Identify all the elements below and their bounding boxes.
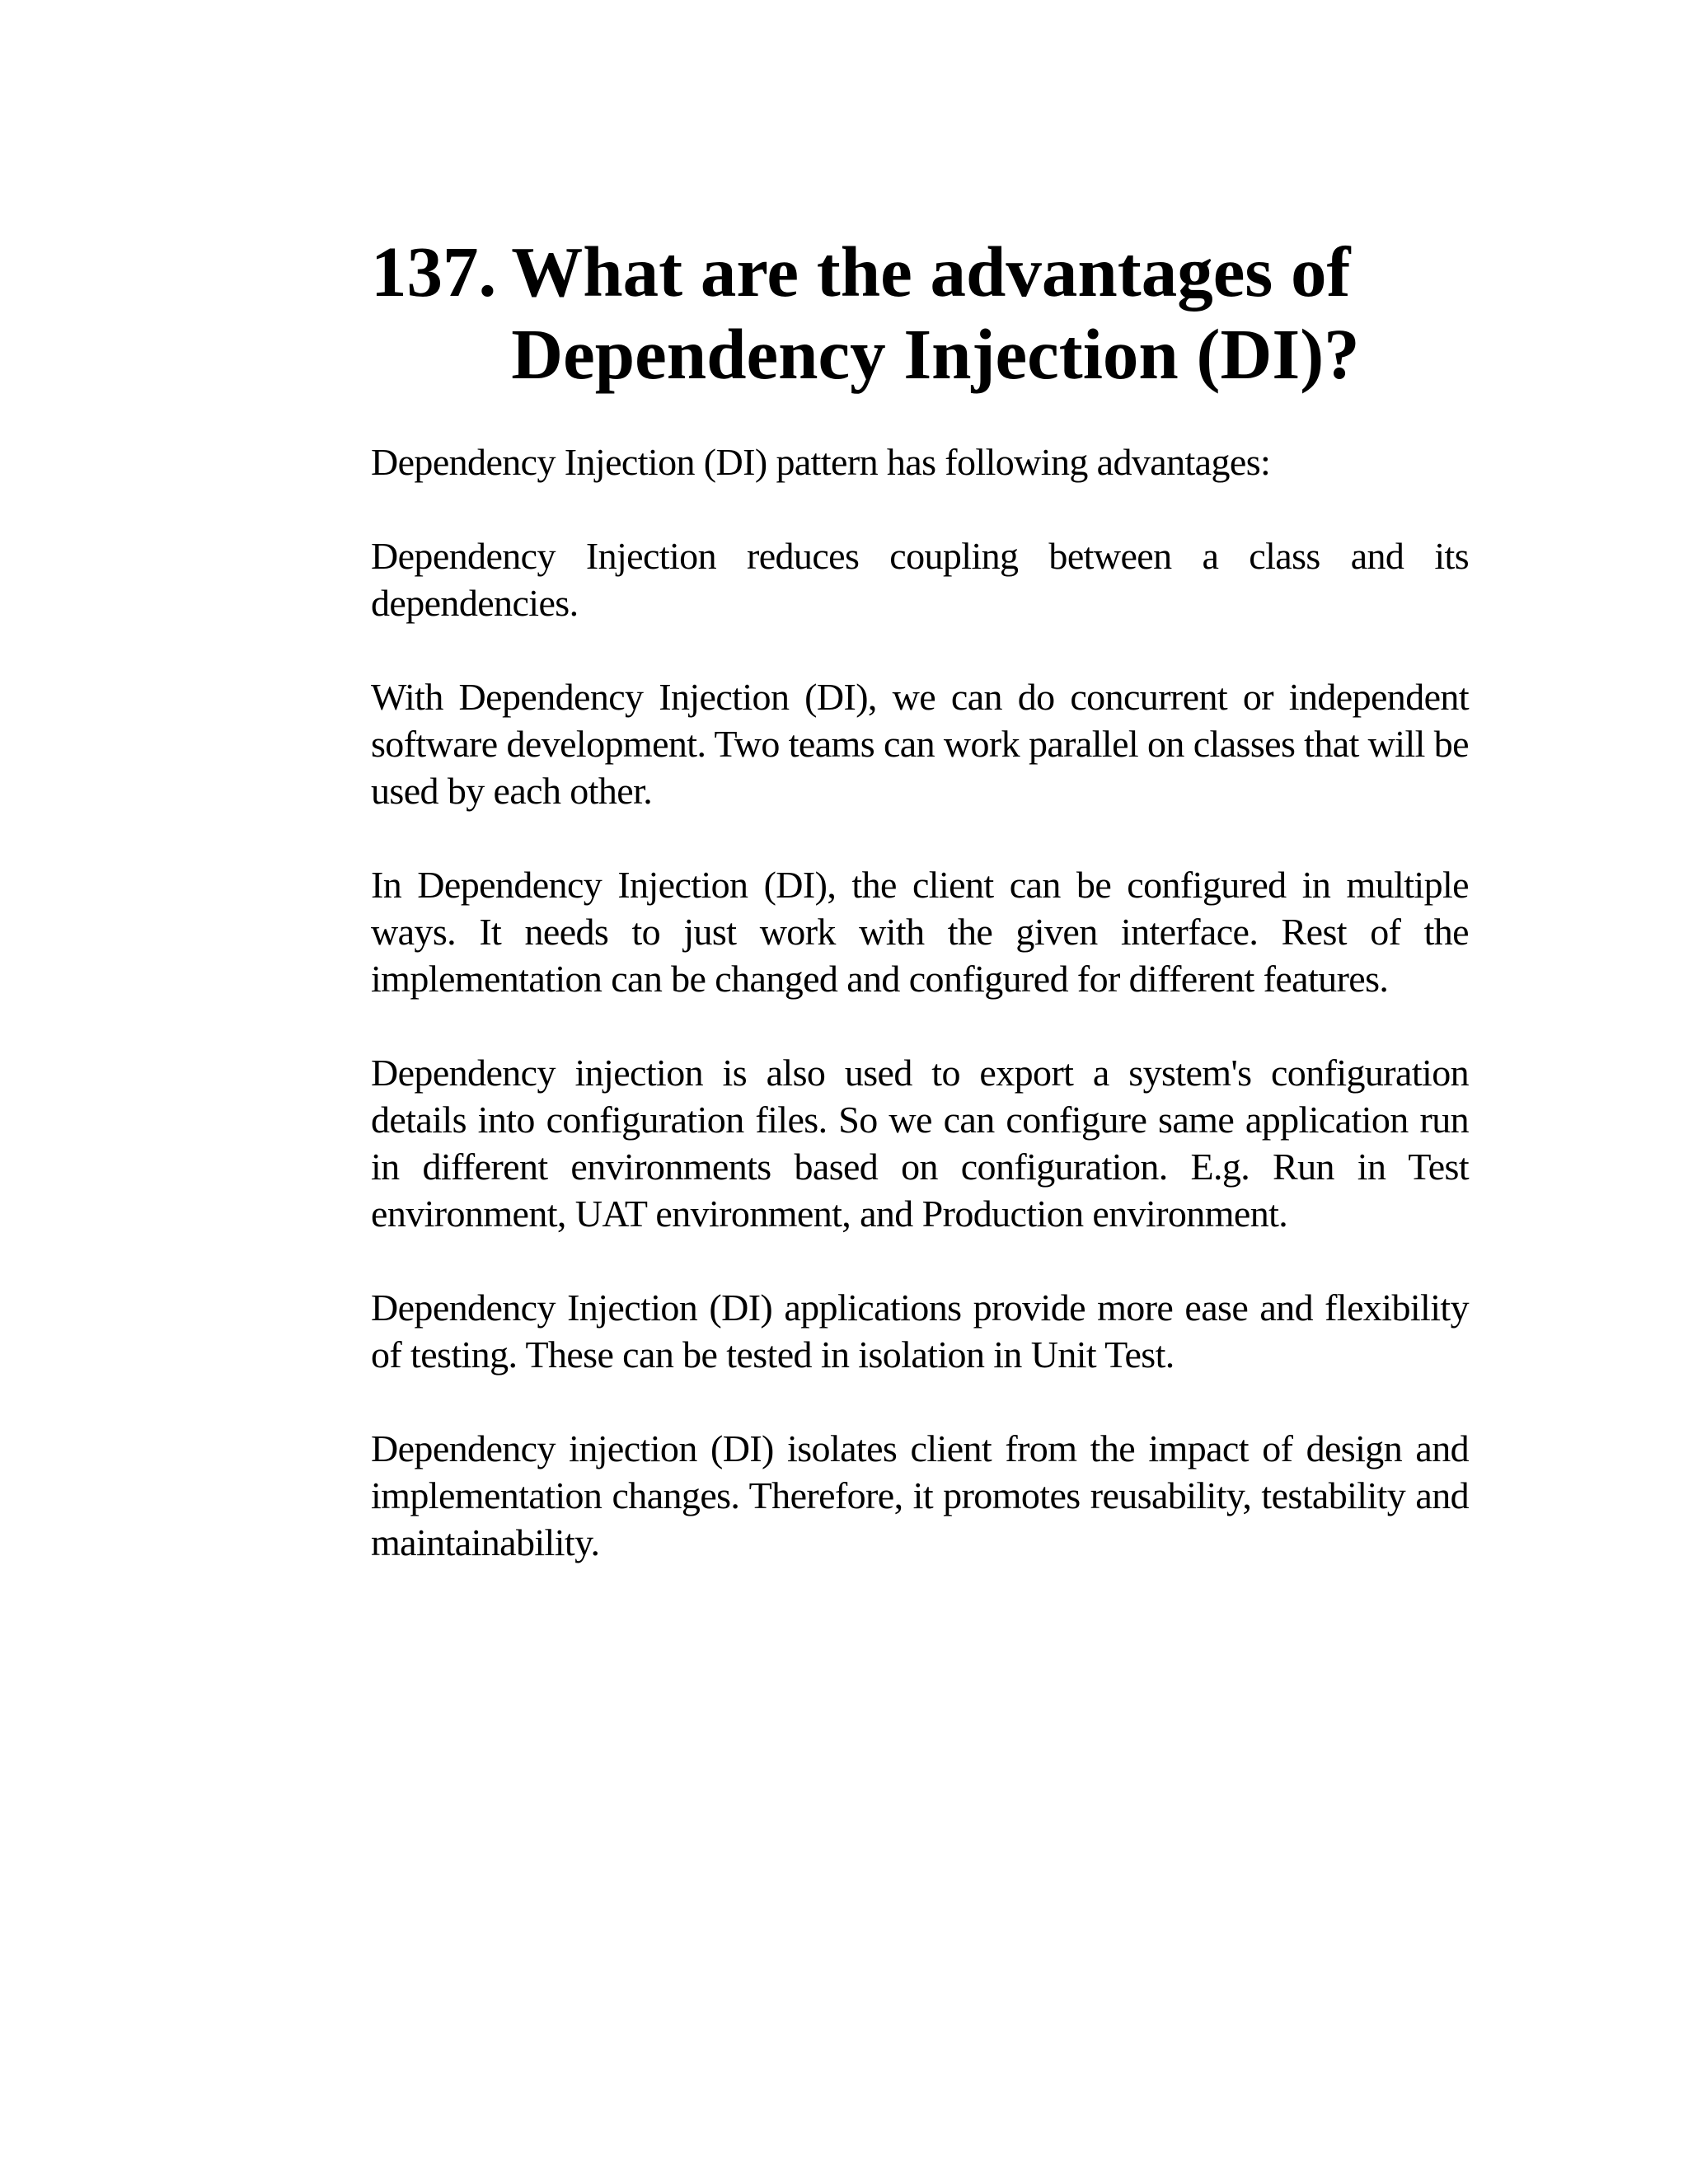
advantage-testing-paragraph: Dependency Injection (DI) applications provide more ease and flexibility of testing. These can be tested in isolation in Unit Test. [371, 1286, 1469, 1376]
advantage-configuration-export-paragraph: Dependency injection is also used to export a system's configuration details into configuration files. So we can configure same application run in different environments based on configuration. E.g. Run in Test environment, UAT environment, and Production environment. [371, 1052, 1469, 1235]
advantage-configurable-client-paragraph: In Dependency Injection (DI), the client can be configured in multiple ways. It needs to just work with the given interface. Rest of the implementation can be changed and configured for different features. [371, 864, 1469, 1000]
intro-paragraph: Dependency Injection (DI) pattern has following advantages: [371, 441, 1271, 483]
question-heading [371, 231, 1469, 396]
question-number: 137. [371, 232, 497, 312]
document-page [371, 231, 1469, 1613]
advantage-isolation-paragraph: Dependency injection (DI) isolates client from the impact of design and implementation changes. Therefore, it promotes reusability, testability and maintainability. [371, 1427, 1469, 1563]
advantage-concurrent-paragraph: With Dependency Injection (DI), we can do concurrent or independent software development. Two teams can work parallel on classes that will be used by each other. [371, 676, 1469, 812]
advantage-coupling-paragraph: Dependency Injection reduces coupling between a class and its dependencies. [371, 535, 1469, 624]
question-title: What are the advantages of Dependency Injection (DI)? [511, 232, 1360, 394]
